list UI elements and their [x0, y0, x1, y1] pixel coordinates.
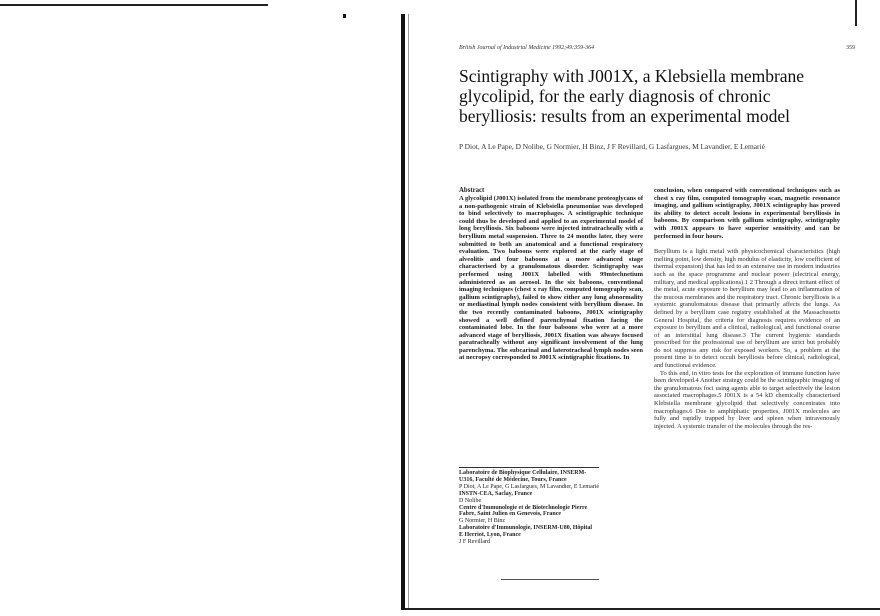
- body-paragraph: Beryllium is a light metal with physicochemical characteristics (high melting point, low density, high modulus of elasticity, low coefficient of thermal expansion) that has led to an extensive use in modern industries such as the space programme and nuclear power (electrical energy, military, and medical applications).1 2 Through a direct irritant effect of the metal, acute exposure to beryllium may lead to an inflammation of the mucous membranes and the respiratory tract. Chronic berylliosis is a systemic granulomatous disease that primarily affects the lungs. As defined by a beryllium case registry established at the Massachusetts General Hospital, the criteria for diagnosis requires evidence of an exposure to beryllium and a clinical, radiological, and functional course of an interstitial lung disease.3 The current hygienic standards prescribed for the professional use of beryllium are strict but probably do not suppress any risk for exposed workers. So, a problem at the present time is to detect occult berylliosis before clinical, radiological, and functional evidence.: [654, 248, 840, 370]
- page-number: 359: [846, 45, 855, 51]
- scan-artifact-dot: [343, 14, 346, 18]
- running-header: [459, 45, 855, 51]
- page-binding-shadow: [408, 14, 409, 610]
- affiliation-line: Laboratoire de Biophysique Cellulaire, INSERM-: [459, 470, 587, 476]
- affiliation-rule: [459, 467, 599, 468]
- affiliations: [459, 470, 599, 546]
- affiliation-line: Laboratoire d'Immunologie, INSERM-U80, Hôpital: [459, 525, 593, 532]
- affiliation-authors: J F Revillard: [459, 539, 490, 546]
- journal-page: [412, 0, 872, 616]
- abstract-text: A glycolipid (J001X) isolated from the membrane proteoglycans of a non-pathogenic strain of Klebsiella pneumoniae was developed to bind selectively to macrophages. A scintigraphic technique could thus be developed and applied to an experimental model of long berylliosis. Six baboons were injected intratracheally with a beryllium metal suspension. Three to 24 months later, they were submitted to both an anatomical and a functional respiratory evaluation. Two baboons were explored at the early stage of alveolitis and four baboons at a more advanced stage characterised by a granulomatous disorder. Scintigraphy was performed using J001X labelled with 99mtechnetium administered as an aerosol. In the six baboons, conventional imaging techniques (chest x ray film, computed tomography scan, gallium scintigraphy), failed to show either any lung abnormality or mediastinal lymph nodes consistent with beryllium disease. In the two recently contaminated baboons, J001X scintigraphy showed a well defined parenchymal fixation facing the contaminated lobe. In the four baboons who were at a more advanced stage of berylliosis, J001X fixation was always focused paratracheally without any significant involvement of the lung parenchyma. The subcarinal and laterotracheal lymph nodes seen at necropsy corresponded to J001X scintigraphic fixations. In: [459, 195, 643, 362]
- affiliation-line: INSTN-CEA, Saclay, France: [459, 490, 533, 497]
- affiliation-line: Fabre, Saint Julien en Genevois, France: [459, 511, 562, 518]
- left-column: [459, 187, 643, 362]
- abstract-heading: Abstract: [459, 187, 485, 194]
- affiliation-authors: G Normier, H Binz: [459, 518, 506, 525]
- abstract-continuation: conclusion, when compared with conventional techniques such as chest x ray film, computed tomography scan, magnetic resonance imaging, and gallium scintigraphy, J001X scintigraphy has proved its ability to detect occult lesions in experimental berylliosis in baboons. By comparison with gallium scintigraphy, scintigraphy with J001X appears to have superior sensitivity and can be performed in four hours.: [654, 187, 840, 240]
- journal-citation: British Journal of Industrial Medicine 1992;49:359-364: [459, 45, 595, 51]
- affiliation-line: Centre d'Immunologie et de Biotechnologie Pierre: [459, 504, 588, 511]
- page-binding-edge: [401, 14, 405, 610]
- affiliation-line: U316, Faculté de Médecine, Tours, France: [459, 476, 567, 483]
- affiliation-end-rule: [501, 579, 599, 580]
- affiliation-authors: D Nolibe: [459, 497, 482, 504]
- scan-artifact-rule: [0, 4, 268, 6]
- affiliation-authors: P Diot, A Le Pape, G Lasfargues, M Lavandier, E Lemarié: [459, 483, 600, 490]
- right-column: [654, 187, 840, 430]
- author-list: P Diot, A Le Pape, D Nolibe, G Normier, H Binz, J F Revillard, G Lasfargues, M Lavandier, E Lemarié: [459, 142, 765, 151]
- affiliation-line: E Herriot, Lyon, France: [459, 532, 521, 539]
- article-title: Scintigraphy with J001X, a Klebsiella membrane glycolipid, for the early diagnosis of chronic berylliosis: results from an experimental model: [459, 66, 805, 126]
- body-paragraph: To this end, in vitro tests for the exploration of immune function have been developed.4 Another strategy could be the scintigraphic imaging of the granulomatous foci using agents able to target selectively the lesion associated macrophages.5 J001X is a 54 kD chemically characterised Klebsiella membrane glycolipid that selectively concentrates into macrophages.6 Due to amphiphatic properties, J001X molecules are fully and rapidly trapped by liver and spleen when intravenously injected. A systemic transfer of the molecules through the res-: [654, 369, 840, 430]
